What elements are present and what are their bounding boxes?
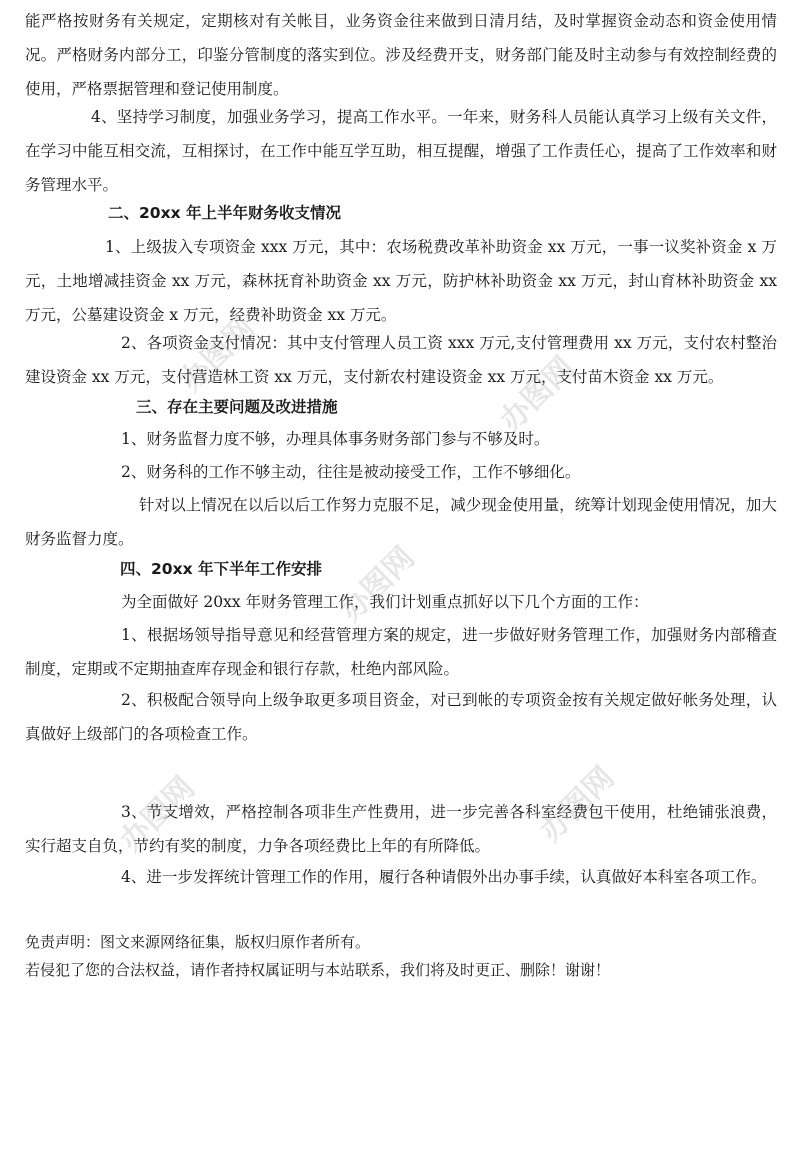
paragraph-plan-4: 4、进一步发挥统计管理工作的作用，履行各种请假外出办事手续，认真做好本科室各项工作。 bbox=[121, 868, 767, 886]
watermark: 办图网 bbox=[533, 760, 622, 849]
watermark: 办图网 bbox=[333, 540, 422, 629]
paragraph-plan-3: 3、节支增效，严格控制各项非生产性费用，进一步完善各科室经费包干使用，杜绝铺张浪费，实行超支自负，节约有奖的制度，力争各项经费比上年的有所降低。 bbox=[25, 803, 777, 855]
paragraph-special-funds: 1、上级拔入专项资金 xxx 万元，其中：农场税费改革补助资金 xx 万元，一事一议奖补资金 x 万元，土地增减挂资金 xx 万元，森林抚育补助资金 xx 万元，防护林补助资金 xx 万元，封山育林补助资金 xx 万元，公墓建设资金 x 万元，经费补助资金 xx 万元。 bbox=[25, 238, 777, 324]
section-heading-problems: 三、存在主要问题及改进措施 bbox=[136, 398, 338, 416]
paragraph-financial-rules: 能严格按财务有关规定，定期核对有关帐目，业务资金往来做到日清月结，及时掌握资金动态和资金使用情况。严格财务内部分工，印鉴分管制度的落实到位。涉及经费开支，财务部门能及时主动参与有效控制经费的使用，严格票据管理和登记使用制度。 bbox=[25, 12, 777, 98]
paragraph-fund-payments: 2、各项资金支付情况：其中支付管理人员工资 xxx 万元,支付管理费用 xx 万元，支付农村整治建设资金 xx 万元，支付营造林工资 xx 万元，支付新农村建设资金 xx 万元，支付苗木资金 xx 万元。 bbox=[25, 334, 777, 386]
watermark: 办图网 bbox=[173, 310, 262, 399]
paragraph-problem-1: 1、财务监督力度不够，办理具体事务财务部门参与不够及时。 bbox=[121, 430, 550, 448]
paragraph-plan-intro: 为全面做好 20xx 年财务管理工作，我们计划重点抓好以下几个方面的工作： bbox=[121, 593, 649, 611]
paragraph-problem-2: 2、财务科的工作不够主动，往往是被动接受工作，工作不够细化。 bbox=[121, 463, 581, 481]
disclaimer-line-2: 若侵犯了您的合法权益，请作者持权属证明与本站联系，我们将及时更正、删除！谢谢！ bbox=[25, 961, 611, 979]
paragraph-improvements: 针对以上情况在以后以后工作努力克服不足，减少现金使用量，统筹计划现金使用情况，加大财务监督力度。 bbox=[25, 496, 777, 548]
paragraph-plan-1: 1、根据场领导指导意见和经营管理方案的规定，进一步做好财务管理工作，加强财务内部稽查制度，定期或不定期抽查库存现金和银行存款，杜绝内部风险。 bbox=[25, 626, 777, 678]
watermark: 办图网 bbox=[493, 350, 582, 439]
section-heading-income-expense: 二、20xx 年上半年财务收支情况 bbox=[108, 204, 341, 222]
paragraph-plan-2: 2、积极配合领导向上级争取更多项目资金，对已到帐的专项资金按有关规定做好帐务处理，认真做好上级部门的各项检查工作。 bbox=[25, 691, 777, 743]
watermark: 办图网 bbox=[113, 770, 202, 859]
paragraph-study-system: 4、坚持学习制度，加强业务学习，提高工作水平。一年来，财务科人员能认真学习上级有关文件，在学习中能互相交流，互相探讨，在工作中能互学互助，相互提醒，增强了工作责任心，提高了工作效率和财务管理水平。 bbox=[25, 108, 777, 194]
disclaimer-line-1: 免责声明：图文来源网络征集，版权归原作者所有。 bbox=[25, 933, 371, 951]
section-heading-second-half-plan: 四、20xx 年下半年工作安排 bbox=[120, 560, 322, 578]
